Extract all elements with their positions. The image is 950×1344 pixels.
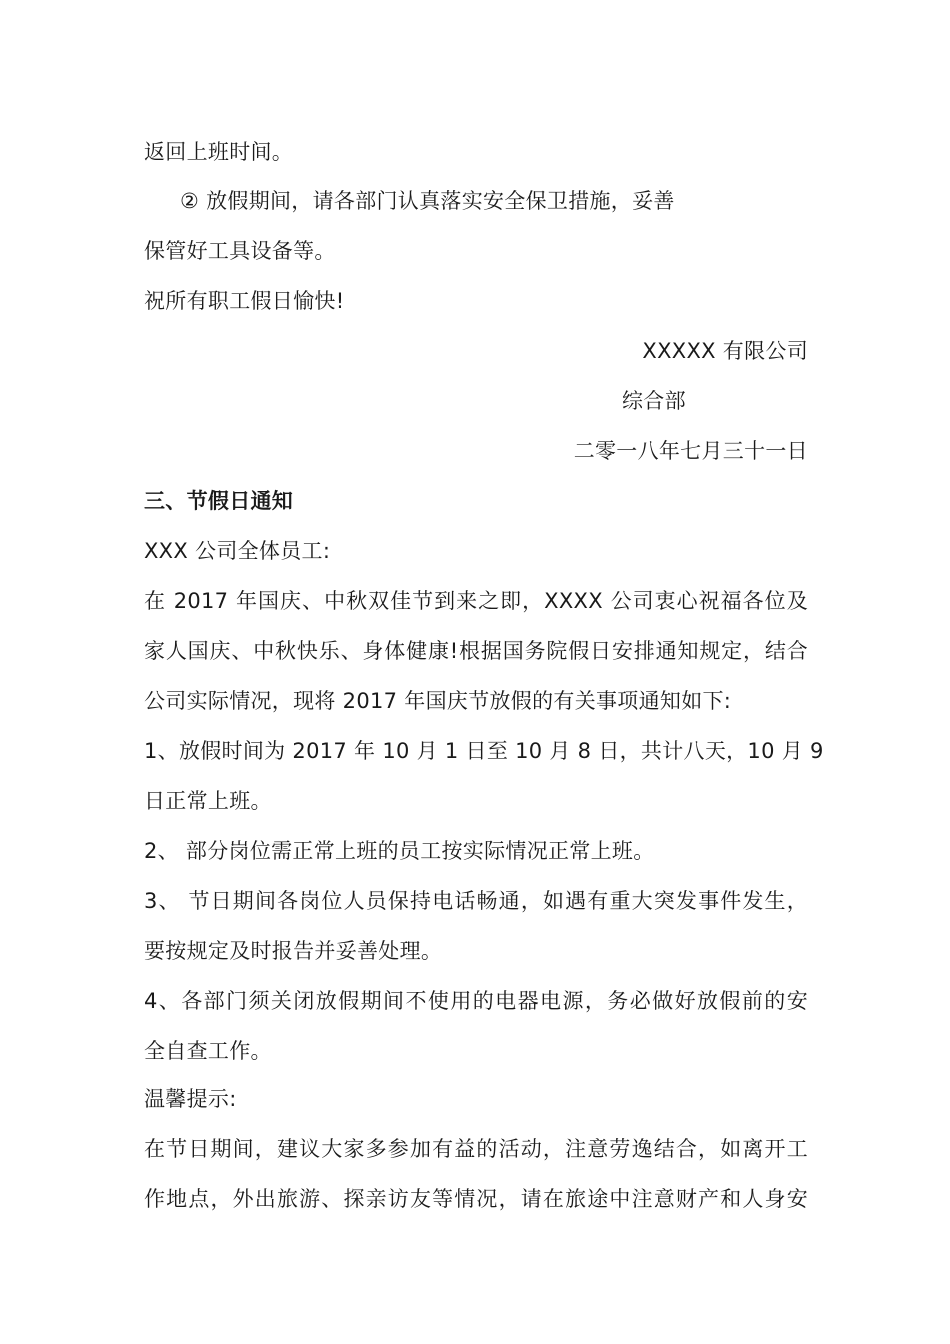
tip-line: 作地点，外出旅游、探亲访友等情况，请在旅途中注意财产和人身安	[144, 1187, 808, 1211]
salutation: XXX 公司全体员工:	[144, 539, 331, 563]
list-item-4-line: 全自查工作。	[144, 1039, 272, 1063]
paragraph-line: 返回上班时间。	[144, 140, 294, 164]
signature-date: 二零一八年七月三十一日	[573, 439, 808, 463]
intro-line: 公司实际情况，现将 2017 年国庆节放假的有关事项通知如下:	[144, 689, 732, 713]
tip-label: 温馨提示:	[144, 1087, 237, 1111]
list-item-1-line: 1、放假时间为 2017 年 10 月 1 日至 10 月 8 日，共计八天，10 月 9	[144, 739, 824, 763]
list-item-3-line: 要按规定及时报告并妥善处理。	[144, 939, 443, 963]
intro-line: 家人国庆、中秋快乐、身体健康!根据国务院假日安排通知规定，结合	[144, 639, 808, 663]
closing-wish: 祝所有职工假日愉快!	[144, 289, 345, 313]
list-item-1-line: 日正常上班。	[144, 789, 272, 813]
list-item-2: 2、 部分岗位需正常上班的员工按实际情况正常上班。	[144, 839, 655, 863]
tip-line: 在节日期间，建议大家多参加有益的活动，注意劳逸结合，如离开工	[144, 1137, 808, 1161]
list-item-4-line: 4、各部门须关闭放假期间不使用的电器电源，务必做好放假前的安	[144, 989, 808, 1013]
signature-department: 综合部	[622, 389, 686, 413]
paragraph-line: ② 放假期间，请各部门认真落实安全保卫措施，妥善	[180, 189, 675, 213]
signature-company: XXXXX 有限公司	[642, 339, 808, 363]
list-item-3-line: 3、 节日期间各岗位人员保持电话畅通，如遇有重大突发事件发生，	[144, 889, 808, 913]
section-heading: 三、节假日通知	[144, 489, 294, 513]
intro-line: 在 2017 年国庆、中秋双佳节到来之即，XXXX 公司衷心祝福各位及	[144, 589, 808, 613]
paragraph-line: 保管好工具设备等。	[144, 239, 336, 263]
